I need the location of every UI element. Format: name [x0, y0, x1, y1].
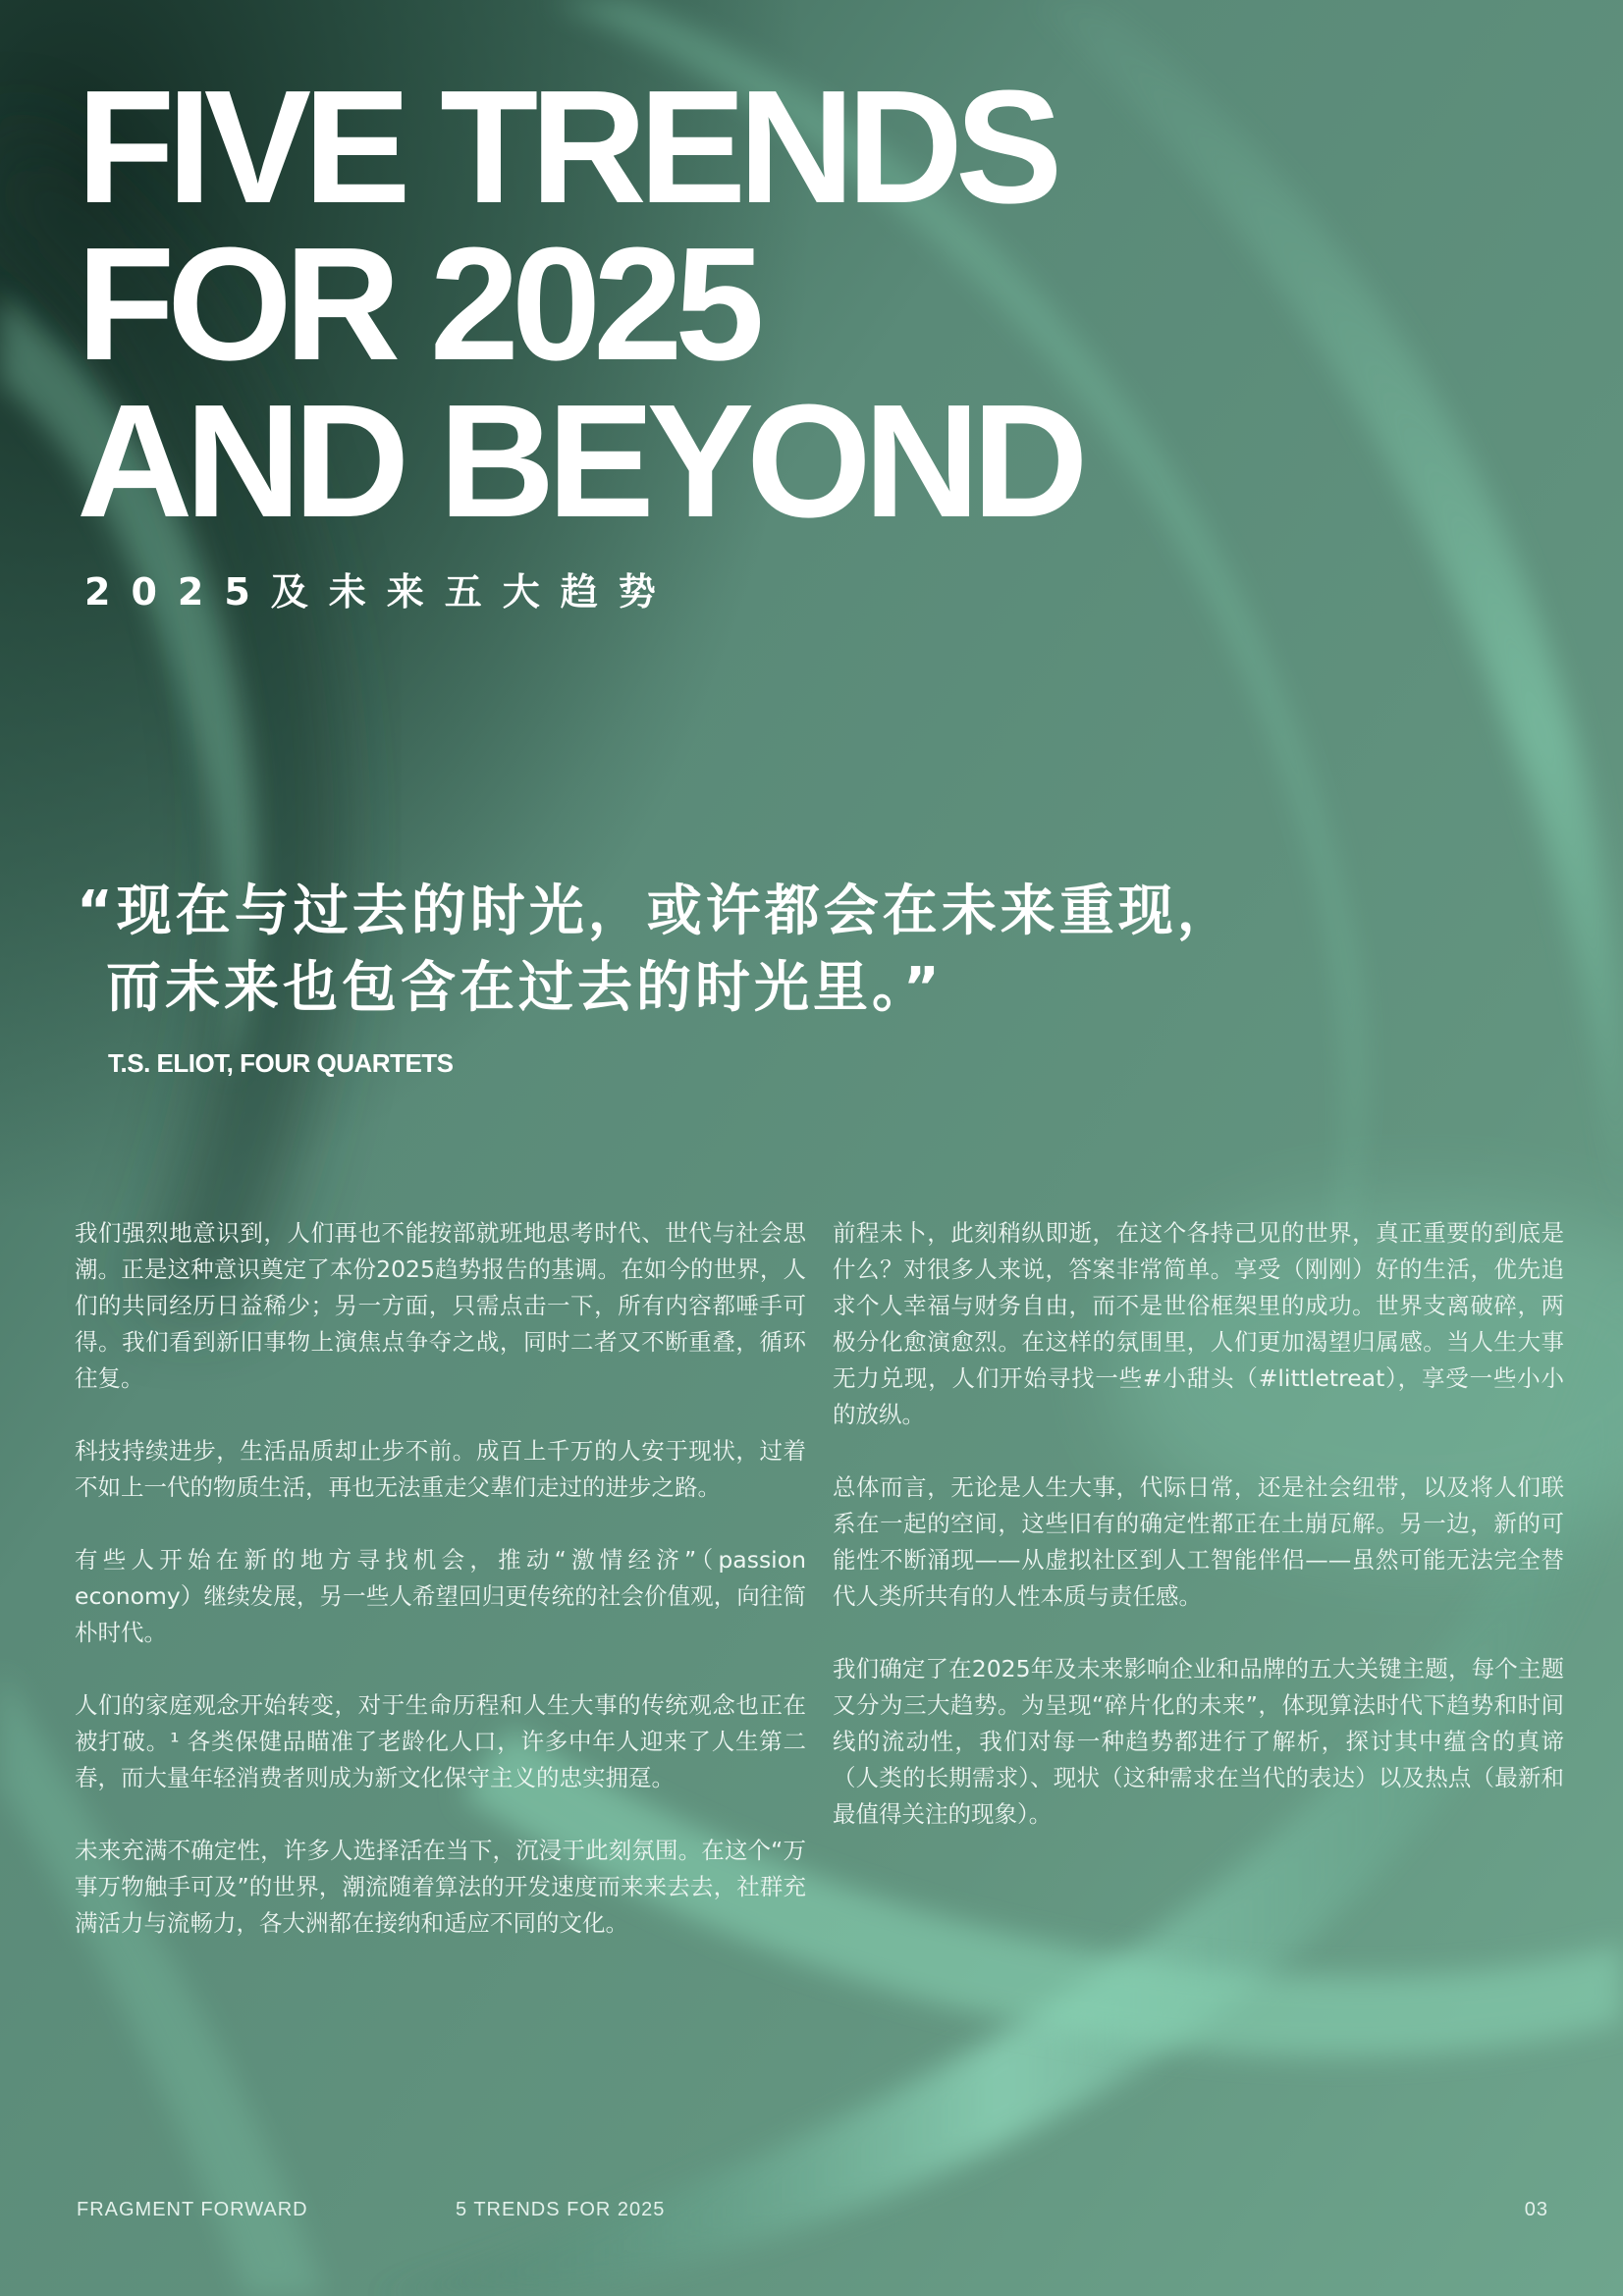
body-paragraph: 人们的家庭观念开始转变，对于生命历程和人生大事的传统观念也正在被打破。¹ 各类保健品瞄准了老龄化人口，许多中年人迎来了人生第二春，而大量年轻消费者则成为新文化保守主义的忠实拥趸。: [75, 1691, 806, 1791]
body-column-left: [75, 1215, 806, 1978]
body-paragraph: 前程未卜，此刻稍纵即逝，在这个各持己见的世界，真正重要的到底是什么？对很多人来说，答案非常简单。享受（刚刚）好的生活，优先追求个人幸福与财务自由，而不是世俗框架里的成功。世界支离破碎，两极分化愈演愈烈。在这样的氛围里，人们更加渴望归属感。当人生大事无力兑现，人们开始寻找一些#小甜头（#littletreat），享受一些小小的放纵。: [833, 1219, 1564, 1428]
quote-line-2: 而未来也包含在过去的时光里。”: [106, 956, 944, 1020]
body-paragraph: 总体而言，无论是人生大事，代际日常，还是社会纽带，以及将人们联系在一起的空间，这些旧有的确定性都正在土崩瓦解。另一边，新的可能性不断涌现——从虚拟社区到人工智能伴侣——虽然可能无法完全替代人类所共有的人性本质与责任感。: [833, 1473, 1564, 1610]
page-title: [77, 57, 1081, 551]
body-paragraph: 科技持续进步，生活品质却止步不前。成百上千万的人安于现状，过着不如上一代的物质生活，再也无法重走父辈们走过的进步之路。: [75, 1437, 806, 1501]
body-paragraph: 未来充满不确定性，许多人选择活在当下，沉浸于此刻氛围。在这个“万事万物触手可及”的世界，潮流随着算法的开发速度而来来去去，社群充满活力与流畅力，各大洲都在接纳和适应不同的文化。: [75, 1837, 806, 1937]
body-paragraph: 有些人开始在新的地方寻找机会，推动“激情经济”（passion economy）继续发展，另一些人希望回归更传统的社会价值观，向往简朴时代。: [75, 1546, 806, 1646]
footer-section-title: 5 TRENDS FOR 2025: [456, 2199, 666, 2220]
title-line-2: FOR 2025: [77, 214, 757, 394]
chinese-subtitle: 2025及未来五大趋势: [84, 570, 676, 614]
page-number: 03: [1524, 2199, 1548, 2220]
body-paragraph: 我们强烈地意识到，人们再也不能按部就班地思考时代、世代与社会思潮。正是这种意识奠定了本份2025趋势报告的基调。在如今的世界，人们的共同经历日益稀少；另一方面，只需点击一下，所有内容都唾手可得。我们看到新旧事物上演焦点争夺之战，同时二者又不断重叠，循环往复。: [75, 1219, 806, 1392]
footer-publication-name: FRAGMENT FORWARD: [77, 2199, 308, 2220]
title-line-1: FIVE TRENDS: [77, 57, 1055, 237]
title-line-3: AND BEYOND: [77, 371, 1081, 551]
body-column-right: [833, 1215, 1564, 1869]
quote-line-1: “现在与过去的时光，或许都会在未来重现，: [77, 880, 1236, 943]
quote-attribution: T.S. ELIOT, FOUR QUARTETS: [108, 1048, 454, 1078]
pull-quote: [77, 874, 1451, 1027]
body-paragraph: 我们确定了在2025年及未来影响企业和品牌的五大关键主题，每个主题又分为三大趋势。为呈现“碎片化的未来”，体现算法时代下趋势和时间线的流动性，我们对每一种趋势都进行了解析，探讨其中蕴含的真谛（人类的长期需求）、现状（这种需求在当代的表达）以及热点（最新和最值得关注的现象）。: [833, 1655, 1564, 1828]
